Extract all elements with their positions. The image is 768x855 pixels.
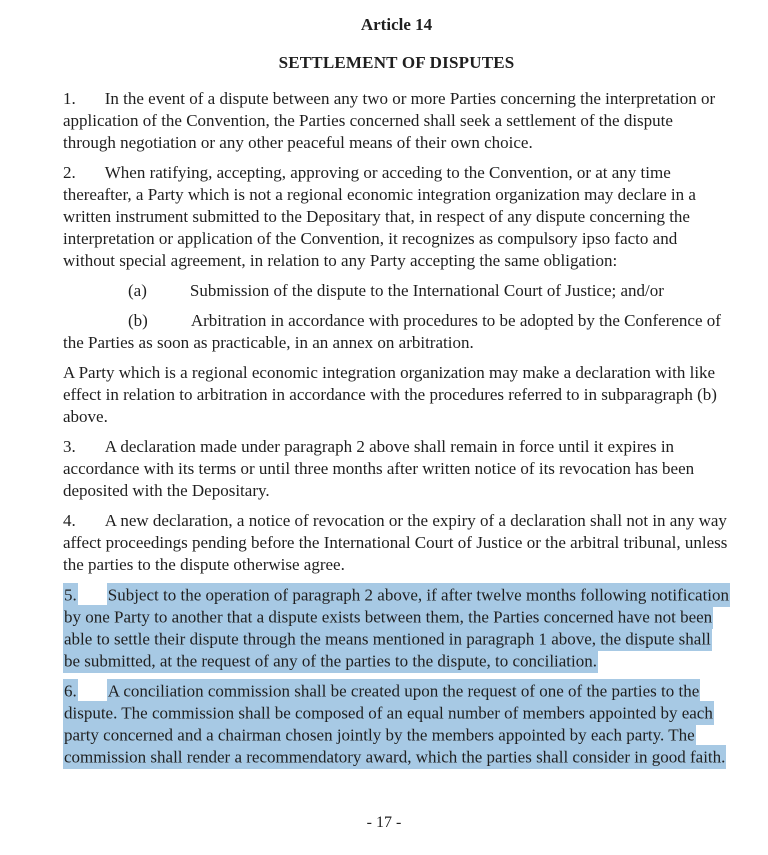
- article-heading: Article 14: [360, 15, 433, 34]
- paragraph-1-number: 1.: [63, 89, 76, 108]
- paragraph-6-highlighted: [63, 680, 730, 768]
- paragraph-4-text: A new declaration, a notice of revocation or the expiry of a declaration shall not in any way affect proceedings pending before the International Court of Justice or the arbitral tribunal, unless the parties to the dispute otherwise agree.: [63, 511, 728, 574]
- paragraph-6-number: 6.: [63, 679, 78, 703]
- paragraph-2-number: 2.: [63, 163, 76, 182]
- section-title: SETTLEMENT OF DISPUTES: [278, 53, 515, 72]
- subparagraph-b-text: Arbitration in accordance with procedures to be adopted by the Conference of the Parties as soon as practicable, in an annex on arbitration.: [63, 311, 721, 352]
- paragraph-2: [63, 162, 730, 272]
- subparagraph-b-label: (b): [128, 311, 148, 330]
- paragraph-4: [63, 510, 730, 576]
- paragraph-5-highlighted: [63, 584, 730, 672]
- paragraph-3-text: A declaration made under paragraph 2 above shall remain in force until it expires in accordance with its terms or until three months after written notice of its revocation has been deposited with the Depositary.: [63, 437, 695, 500]
- paragraph-reio-text: A Party which is a regional economic integration organization may make a declaration with like effect in relation to arbitration in accordance with the procedures referred to in subparagraph (b) above.: [63, 363, 717, 426]
- paragraph-5-number: 5.: [63, 583, 78, 607]
- paragraph-6-text-selection: A conciliation commission shall be created upon the request of one of the parties to the dispute. The commission shall be composed of an equal number of members appointed by each party concerned and a chairman chosen jointly by the members appointed by each party. The commission shall render a recommendatory award, which the parties shall consider in good faith.: [63, 679, 726, 769]
- paragraph-reio: [63, 362, 730, 428]
- subparagraph-b: [63, 310, 730, 354]
- paragraph-1-text: In the event of a dispute between any two or more Parties concerning the interpretation or application of the Convention, the Parties concerned shall seek a settlement of the dispute through negotiation or any other peaceful means of their own choice.: [63, 89, 716, 152]
- paragraph-5-text-selection: Subject to the operation of paragraph 2 above, if after twelve months following notification by one Party to another that a dispute exists between them, the Parties concerned have not been able to settle their dispute through the means mentioned in paragraph 1 above, the dispute shall be submitted, at the request of any of the parties to the dispute, to conciliation.: [63, 583, 730, 673]
- paragraph-2-text: When ratifying, accepting, approving or acceding to the Convention, or at any time thereafter, a Party which is not a regional economic integration organization may declare in a written instrument submitted to the Depositary that, in respect of any dispute concerning the interpretation or application of the Convention, it recognizes as compulsory ipso facto and without special agreement, in relation to any Party accepting the same obligation:: [63, 163, 696, 270]
- paragraph-3-number: 3.: [63, 437, 76, 456]
- page-number-footer: - 17 -: [366, 814, 402, 831]
- subparagraph-a-text: Submission of the dispute to the International Court of Justice; and/or: [189, 281, 664, 300]
- subparagraph-a: [63, 280, 730, 302]
- paragraph-3: [63, 436, 730, 502]
- paragraph-1: [63, 88, 730, 154]
- subparagraph-a-label: (a): [128, 281, 147, 300]
- paragraph-4-number: 4.: [63, 511, 76, 530]
